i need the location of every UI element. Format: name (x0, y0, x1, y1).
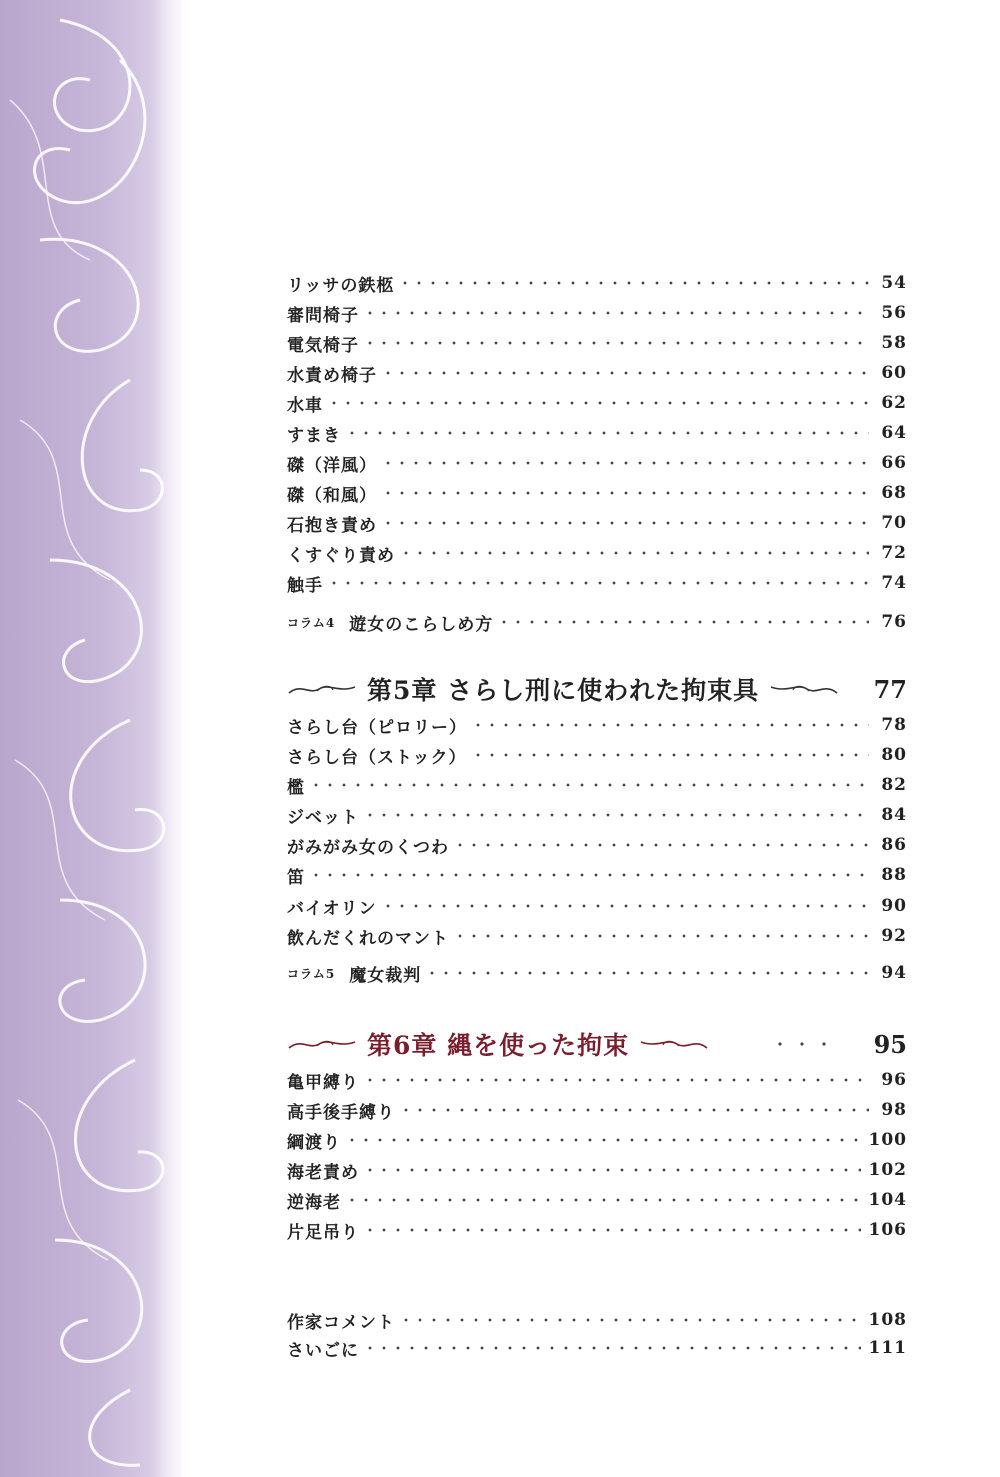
toc-entry[interactable] (287, 329, 907, 357)
entry-page: 82 (881, 775, 907, 795)
entry-page: 108 (868, 1310, 907, 1330)
leader-dots (453, 934, 869, 938)
entry-title: すまき (287, 425, 341, 446)
column-entry[interactable] (287, 959, 907, 987)
toc-entry[interactable] (287, 569, 907, 597)
entry-title: 磔（洋風） (287, 455, 377, 476)
leader-dots (769, 1042, 839, 1046)
leader-dots (497, 620, 869, 624)
entry-title: ジベット (287, 807, 359, 828)
chapter-title: 第5章 さらし刑に使われた拘束具 (367, 676, 760, 705)
toc-entry[interactable] (287, 741, 907, 769)
toc-entry[interactable] (287, 1334, 907, 1362)
leader-dots (399, 1318, 861, 1322)
entry-page: 86 (881, 835, 907, 855)
entry-title: 笛 (287, 867, 305, 888)
toc-entry[interactable] (287, 1066, 907, 1094)
entry-page: 106 (868, 1220, 907, 1240)
toc-entry[interactable] (287, 269, 907, 297)
chapter-heading-6[interactable] (287, 1024, 907, 1064)
entry-page: 80 (881, 745, 907, 765)
toc-entry[interactable] (287, 861, 907, 889)
entry-page: 98 (881, 1100, 907, 1120)
toc-entry[interactable] (287, 1156, 907, 1184)
leader-dots (471, 723, 869, 727)
leader-dots (309, 783, 869, 787)
entry-title: 高手後手縛り (287, 1102, 395, 1123)
leader-dots (363, 341, 869, 345)
entry-page: 111 (868, 1338, 907, 1358)
leader-dots (381, 491, 869, 495)
entry-title: 綱渡り (287, 1132, 341, 1153)
leader-dots (363, 1078, 869, 1082)
flourish-left-icon (287, 681, 357, 697)
leader-dots (345, 1138, 861, 1142)
toc-entry[interactable] (287, 1096, 907, 1124)
leader-dots (363, 1228, 861, 1232)
chapter-page: 95 (873, 1029, 907, 1059)
entry-title: 磔（和風） (287, 485, 377, 506)
toc-entry[interactable] (287, 711, 907, 739)
leader-dots (425, 971, 869, 975)
entry-page: 62 (881, 393, 907, 413)
entry-title: さいごに (287, 1340, 359, 1361)
entry-title: 亀甲縛り (287, 1072, 359, 1093)
leader-dots (327, 401, 869, 405)
leader-dots (398, 281, 869, 285)
entry-title: さらし台（ストック） (287, 747, 467, 768)
column-label: コラム4 (287, 615, 336, 630)
leader-dots (345, 431, 869, 435)
entry-page: 54 (881, 273, 907, 293)
entry-title: 遊女のこらしめ方 (349, 614, 494, 635)
entry-page: 104 (868, 1190, 907, 1210)
leader-dots (363, 1346, 861, 1350)
toc-entry[interactable] (287, 419, 907, 447)
toc-entry[interactable] (287, 1126, 907, 1154)
entry-title: くすぐり責め (287, 545, 395, 566)
entry-title: 檻 (287, 777, 305, 798)
entry-page: 66 (881, 453, 907, 473)
toc-entry[interactable] (287, 801, 907, 829)
toc-entry[interactable] (287, 771, 907, 799)
toc-entry[interactable] (287, 389, 907, 417)
entry-title: 飲んだくれのマント (287, 928, 449, 949)
entry-title: 片足吊り (287, 1222, 359, 1243)
leader-dots (345, 1198, 861, 1202)
leader-dots (363, 813, 869, 817)
column-entry[interactable] (287, 608, 907, 636)
entry-page: 74 (881, 573, 907, 593)
entry-title: 水責め椅子 (287, 365, 377, 386)
entry-title: 逆海老 (287, 1192, 341, 1213)
entry-title: 電気椅子 (287, 335, 359, 356)
entry-page: 78 (881, 715, 907, 735)
column-label: コラム5 (287, 966, 336, 981)
toc-entry[interactable] (287, 449, 907, 477)
toc-entry[interactable] (287, 299, 907, 327)
toc-entry[interactable] (287, 1306, 907, 1334)
entry-page: 84 (881, 805, 907, 825)
entry-page: 72 (881, 543, 907, 563)
entry-title: 石抱き責め (287, 515, 377, 536)
toc-entry[interactable] (287, 831, 907, 859)
toc-entry[interactable] (287, 1216, 907, 1244)
entry-page: 94 (881, 963, 907, 983)
chapter-heading-5[interactable] (287, 669, 907, 709)
entry-title: 水車 (287, 395, 323, 416)
leader-dots (381, 371, 869, 375)
flourish-left-icon (287, 1036, 357, 1052)
entry-page: 60 (881, 363, 907, 383)
entry-page: 68 (881, 483, 907, 503)
entry-page: 92 (881, 926, 907, 946)
chapter-title: 第6章 縄を使った拘束 (367, 1031, 630, 1060)
entry-title: 審問椅子 (287, 305, 359, 326)
toc-entry[interactable] (287, 539, 907, 567)
chapter-page: 77 (873, 674, 907, 704)
toc-entry[interactable] (287, 1186, 907, 1214)
toc-entry[interactable] (287, 922, 907, 950)
leader-dots (453, 843, 869, 847)
leader-dots (381, 461, 869, 465)
leader-dots (363, 1168, 861, 1172)
leader-dots (399, 551, 869, 555)
entry-page: 100 (868, 1130, 907, 1150)
toc-entry[interactable] (287, 892, 907, 920)
entry-title: 作家コメント (287, 1312, 395, 1333)
entry-page: 64 (881, 423, 907, 443)
leader-dots (309, 873, 869, 877)
entry-title: 海老責め (287, 1162, 359, 1183)
entry-page: 70 (881, 513, 907, 533)
entry-page: 58 (881, 333, 907, 353)
entry-page: 76 (881, 612, 907, 632)
leader-dots (399, 1108, 869, 1112)
leader-dots (363, 311, 869, 315)
entry-page: 88 (881, 865, 907, 885)
entry-page: 90 (881, 896, 907, 916)
entry-title: バイオリン (287, 898, 377, 919)
leader-dots (381, 521, 869, 525)
entry-page: 56 (881, 303, 907, 323)
decorative-sidebar (0, 0, 182, 1477)
entry-title: がみがみ女のくつわ (287, 837, 449, 858)
leader-dots (327, 581, 869, 585)
leader-dots (471, 753, 870, 757)
flourish-right-icon (639, 1036, 709, 1052)
entry-title: 触手 (287, 575, 323, 596)
entry-title: リッサの鉄柩 (287, 275, 395, 296)
toc-entry[interactable] (287, 509, 907, 537)
entry-page: 96 (881, 1070, 907, 1090)
entry-title: さらし台（ピロリー） (287, 717, 467, 738)
entry-title: 魔女裁判 (349, 965, 422, 986)
leader-dots (381, 904, 870, 908)
toc-entry[interactable] (287, 359, 907, 387)
entry-page: 102 (868, 1160, 907, 1180)
flourish-right-icon (769, 681, 839, 697)
toc-entry[interactable] (287, 479, 907, 507)
